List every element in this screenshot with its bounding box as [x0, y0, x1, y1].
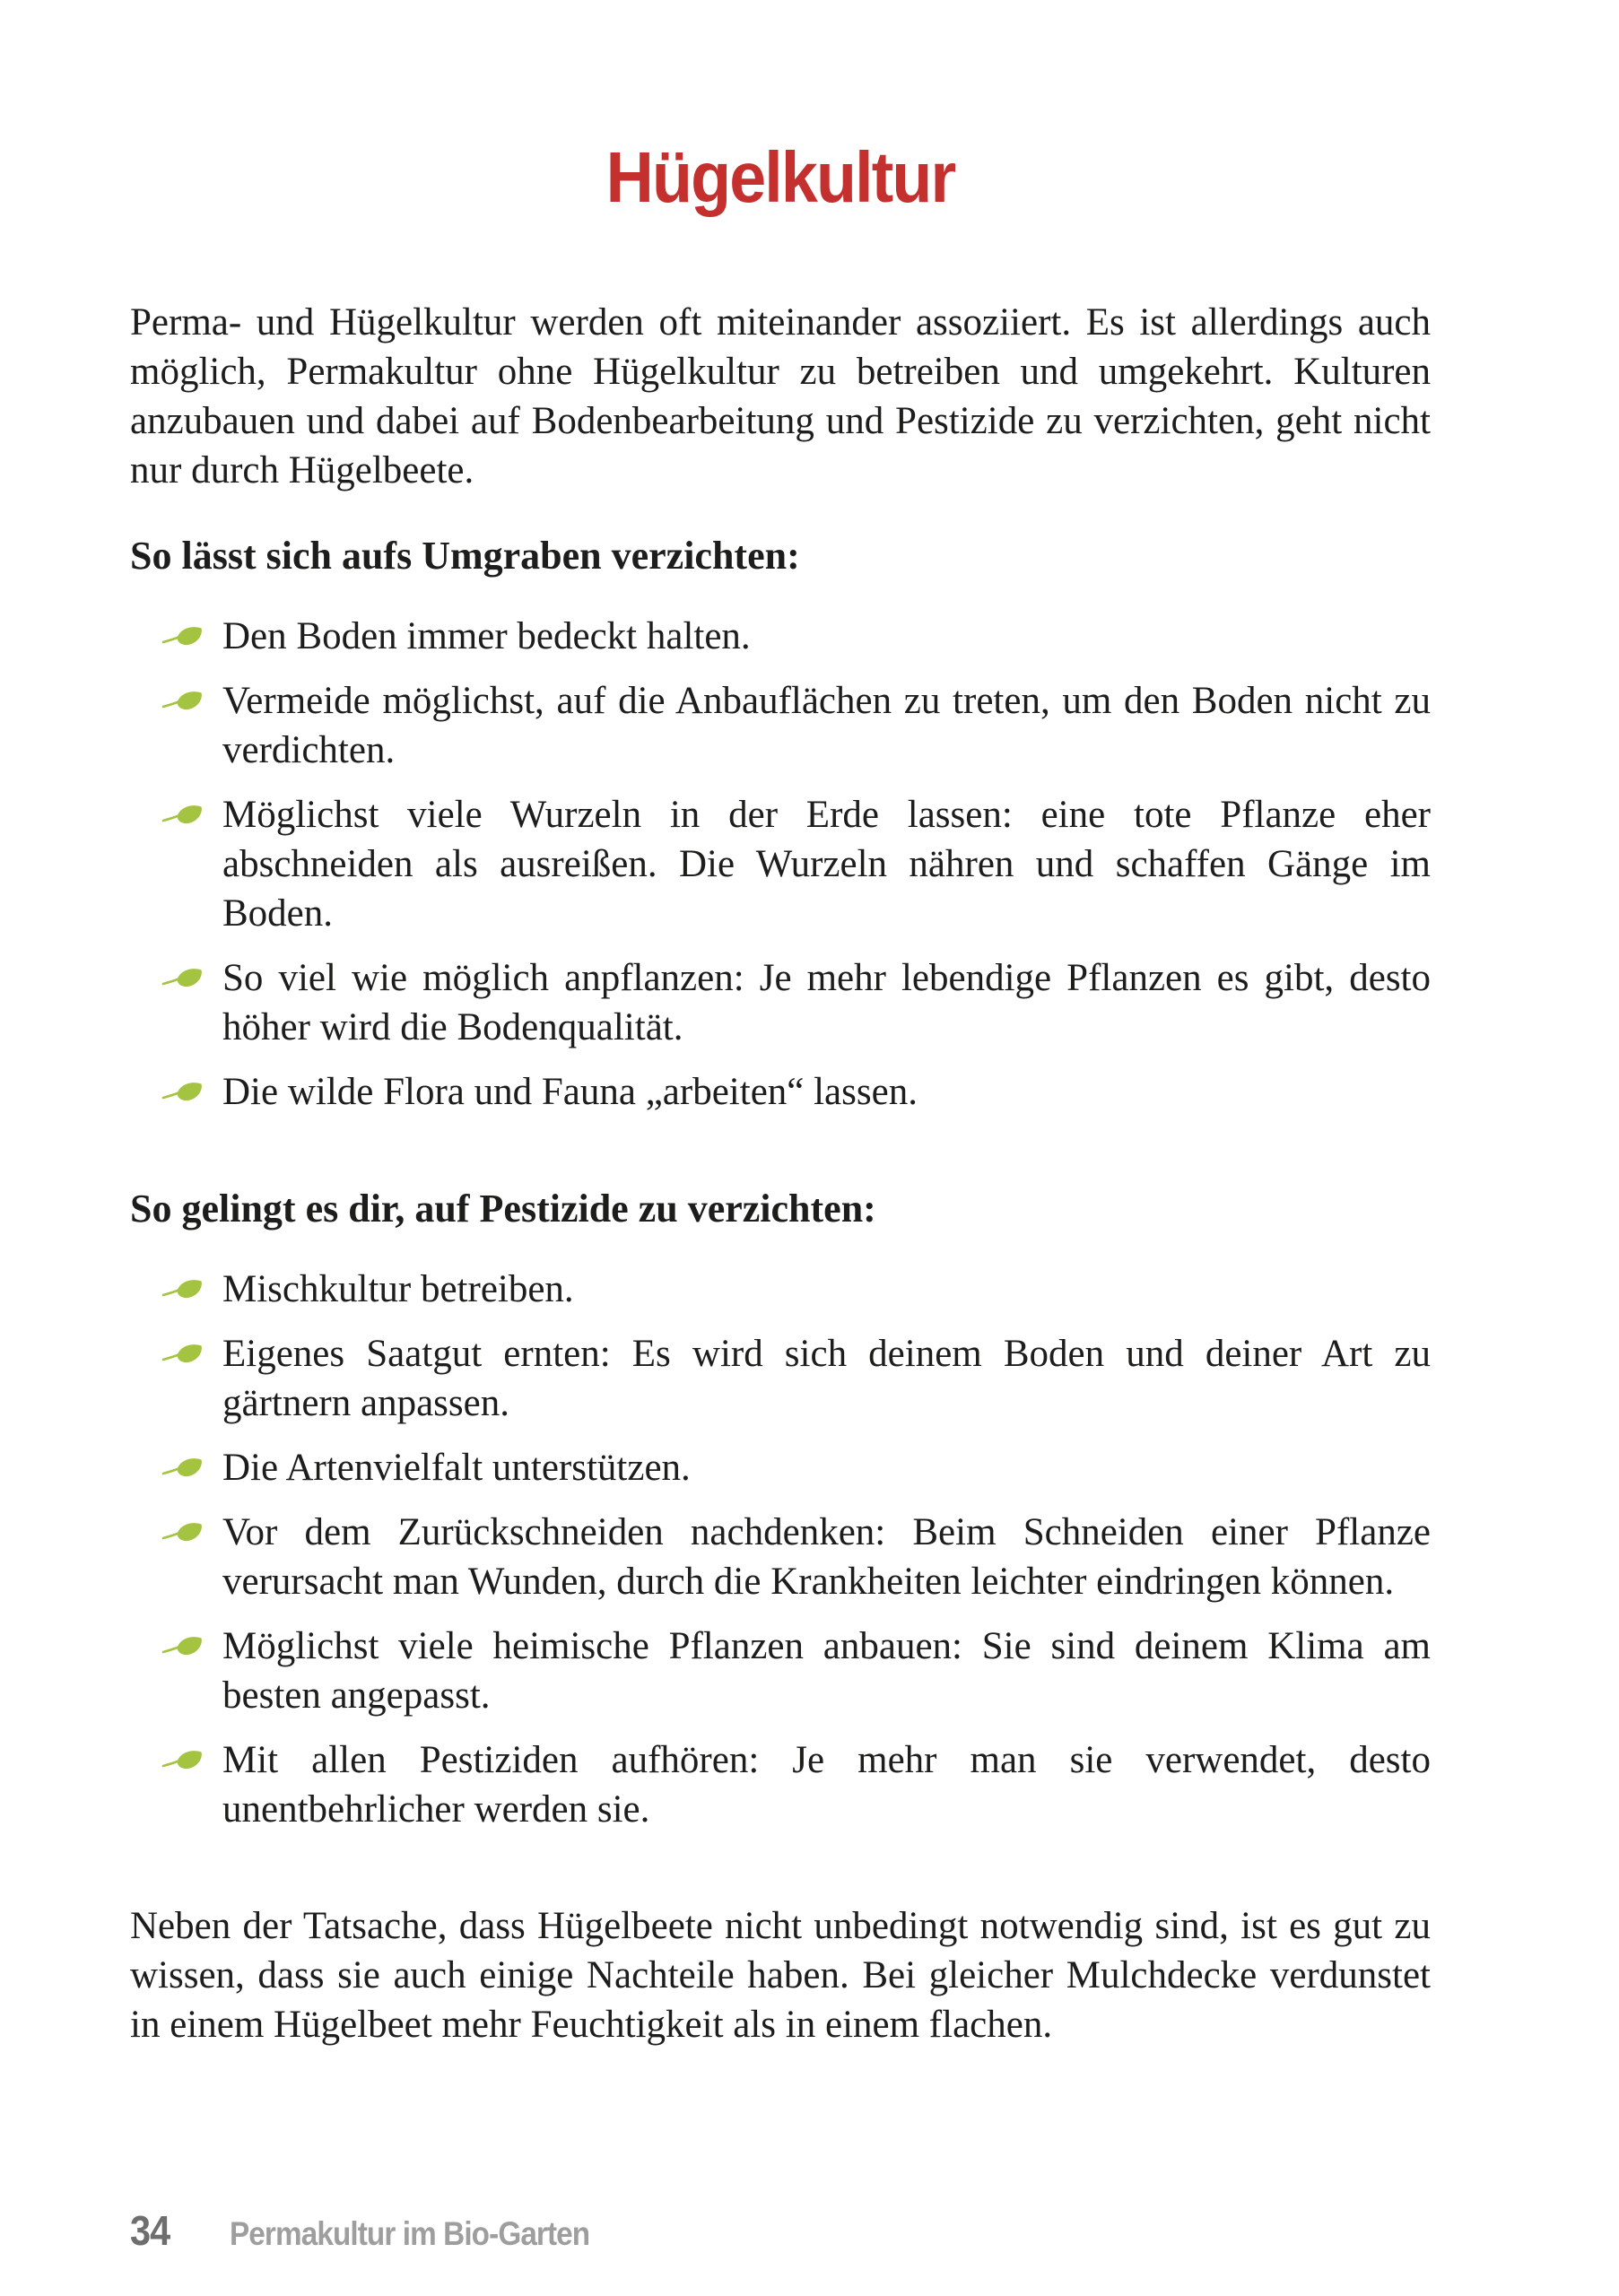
bullet-list: [130, 1265, 1431, 1834]
leaf-icon: [161, 965, 205, 992]
list-item: [130, 1622, 1431, 1720]
list-item: [130, 1735, 1431, 1834]
intro-paragraph: Perma- und Hügelkultur werden oft miteinander assoziiert. Es ist allerdings auch möglich, Permakultur ohne Hügelkultur zu betreiben und umgekehrt. Kulturen anzubauen und dabei auf Bodenbearbeitung und Pestizide zu verzichten, geht nicht nur durch Hügelbeete.: [130, 301, 1431, 491]
outro-paragraph: Neben der Tatsache, dass Hügelbeete nicht unbedingt notwendig sind, ist es gut zu wissen, dass sie auch einige Nachteile haben. Bei gleicher Mulchdecke verdunstet in einem Hügelbeet mehr Feuchtigkeit als in einem flachen.: [130, 1905, 1431, 2046]
list-item-text: Mit allen Pestiziden aufhören: Je mehr man sie verwendet, desto unentbehrlicher werden sie.: [222, 1739, 1431, 1831]
leaf-icon: [161, 1519, 205, 1546]
list-item-text: So viel wie möglich anpflanzen: Je mehr lebendige Pflanzen es gibt, desto höher wird die Bodenqualität.: [222, 957, 1431, 1048]
leaf-icon: [161, 1079, 205, 1106]
list-item-text: Die wilde Flora und Fauna „arbeiten“ lassen.: [222, 1071, 918, 1113]
list-item-text: Die Artenvielfalt unterstützen.: [222, 1447, 691, 1489]
page-footer: [130, 2206, 630, 2255]
leaf-icon: [161, 1633, 205, 1660]
list-item: [130, 676, 1431, 775]
list-item-text: Vermeide möglichst, auf die Anbauflächen zu treten, um den Boden nicht zu verdichten.: [222, 680, 1431, 771]
sections-container: [130, 531, 1431, 1834]
list-section: [130, 1184, 1431, 1834]
page-number: 34: [130, 2207, 170, 2254]
list-item-text: Möglichst viele heimische Pflanzen anbauen: Sie sind deinem Klima am besten angepasst.: [222, 1625, 1431, 1717]
page-title: Hügelkultur: [605, 137, 955, 217]
list-item: [130, 1443, 1431, 1492]
list-item-text: Vor dem Zurückschneiden nachdenken: Beim Schneiden einer Pflanze verursacht man Wunden, durch die Krankheiten leichter eindringen können.: [222, 1511, 1431, 1603]
section-heading: So lässt sich aufs Umgraben verzichten:: [130, 534, 800, 578]
list-item: [130, 790, 1431, 938]
list-item-text: Den Boden immer bedeckt halten.: [222, 615, 751, 657]
list-item: [130, 953, 1431, 1052]
leaf-icon: [161, 1455, 205, 1482]
list-item-text: Möglichst viele Wurzeln in der Erde lassen: eine tote Pflanze eher abschneiden als ausreißen. Die Wurzeln nähren und schaffen Gänge im Boden.: [222, 794, 1431, 935]
leaf-icon: [161, 623, 205, 650]
book-title: Permakultur im Bio-Garten: [230, 2215, 590, 2252]
list-item-text: Mischkultur betreiben.: [222, 1268, 574, 1310]
leaf-icon: [161, 802, 205, 829]
bullet-list: [130, 612, 1431, 1117]
list-item: [130, 612, 1431, 661]
list-item: [130, 1508, 1431, 1606]
leaf-icon: [161, 1341, 205, 1368]
leaf-icon: [161, 1276, 205, 1303]
list-item: [130, 1329, 1431, 1428]
list-item: [130, 1067, 1431, 1117]
list-item: [130, 1265, 1431, 1314]
list-item-text: Eigenes Saatgut ernten: Es wird sich deinem Boden und deiner Art zu gärtnern anpassen.: [222, 1333, 1431, 1424]
section-heading: So gelingt es dir, auf Pestizide zu verzichten:: [130, 1187, 876, 1231]
list-section: [130, 531, 1431, 1117]
leaf-icon: [161, 688, 205, 715]
leaf-icon: [161, 1747, 205, 1774]
